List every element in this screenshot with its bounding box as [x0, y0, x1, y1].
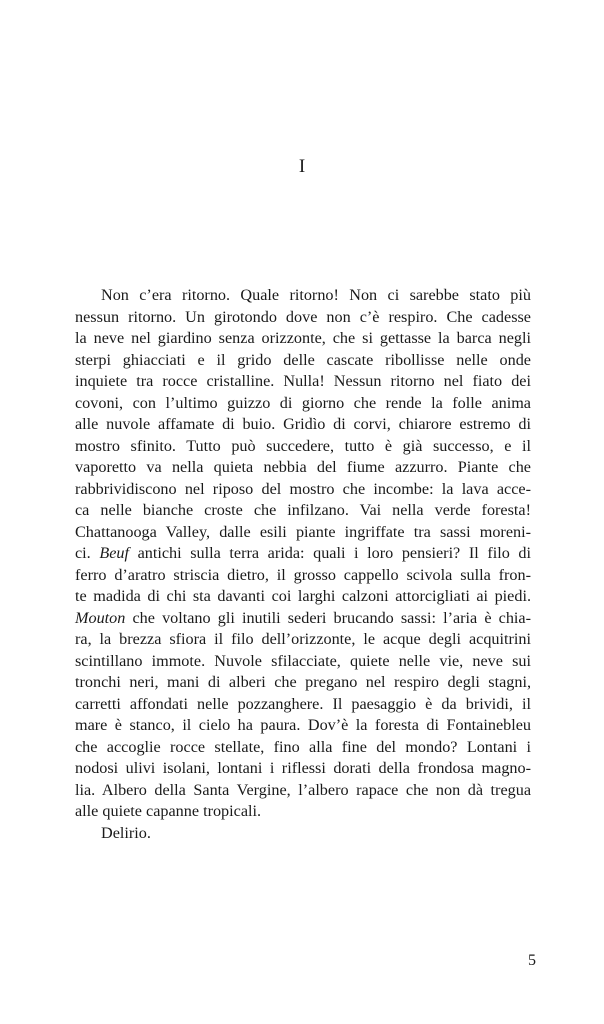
line-prefix: ci. [75, 544, 100, 562]
text-line: te madida di chi sta davanti coi larghi calzoni attorcigliati ai piedi. [75, 587, 531, 605]
text-line: carretti affondati nelle pozzanghere. Il paesaggio è da brividi, il [75, 694, 531, 713]
text-line: alle nuvole affamate di buio. Gridìo di corvi, chiarore estremo di [75, 415, 531, 433]
chapter-heading: I [298, 156, 306, 177]
text-line: tronchi neri, mani di alberi che pregano nel respiro degli stagni, [75, 673, 531, 691]
text-line: vaporetto va nella quieta nebbia del fiume azzurro. Piante che [75, 458, 531, 476]
text-line: nodosi ulivi isolani, lontani i riflessi dorati della frondosa magno- [75, 759, 531, 777]
body-text [75, 285, 531, 844]
text-line: sterpi ghiacciati e il grido delle cascate ribollisse nelle onde [75, 350, 531, 369]
text-line [75, 608, 531, 630]
text-line: ca nelle bianche croste che infilzano. Vai nella verde foresta! [75, 501, 531, 519]
text-line: Chattanooga Valley, dalle esili piante ingriffate tra sassi moreni- [75, 522, 531, 541]
italic-word: Beuf [99, 544, 129, 562]
text-line: alle quiete capanne tropicali. [75, 802, 262, 820]
text-line: scintillano immote. Nuvole sfilacciate, quiete nelle vie, neve sui [75, 651, 531, 670]
text-line: la neve nel giardino senza orizzonte, che si gettasse la barca negli [75, 329, 531, 347]
page-number: 5 [528, 952, 536, 969]
text-line: inquiete tra rocce cristalline. Nulla! Nessun ritorno nel fiato dei [75, 372, 531, 390]
text-line: che accoglie rocce stellate, fino alla fine del mondo? Lontani i [75, 737, 531, 756]
line-suffix: antichi sulla terra arida: quali i loro pensieri? Il filo di [129, 544, 531, 562]
text-line [75, 543, 531, 565]
text-line: Delirio. [101, 823, 151, 842]
line-suffix: che voltano gli inutili sederi brucando sassi: l’aria è chia- [125, 608, 531, 627]
text-line: ferro d’aratro striscia dietro, il grosso cappello scivola sulla fron- [75, 565, 531, 584]
text-line: mostro sfinito. Tutto può succedere, tutto è già successo, e il [75, 436, 531, 455]
text-line: lia. Albero della Santa Vergine, l’albero rapace che non dà tregua [75, 780, 531, 799]
paragraph-2 [75, 823, 531, 845]
text-line: ra, la brezza sfiora il filo dell’orizzonte, le acque degli acquitrini [75, 630, 531, 648]
text-line: mare è stanco, il cielo ha paura. Dov’è la foresta di Fontainebleu [75, 716, 531, 734]
paragraph-1 [75, 285, 531, 823]
italic-word: Mouton [75, 608, 126, 627]
text-line: Non c’era ritorno. Quale ritorno! Non ci sarebbe stato più [101, 286, 531, 304]
text-line: covoni, con l’ultimo guizzo di giorno che rende la folle anima [75, 393, 531, 412]
text-line: rabbrividiscono nel riposo del mostro che incombe: la lava acce- [75, 479, 531, 498]
text-line: nessun ritorno. Un girotondo dove non c’è respiro. Che cadesse [75, 307, 531, 326]
